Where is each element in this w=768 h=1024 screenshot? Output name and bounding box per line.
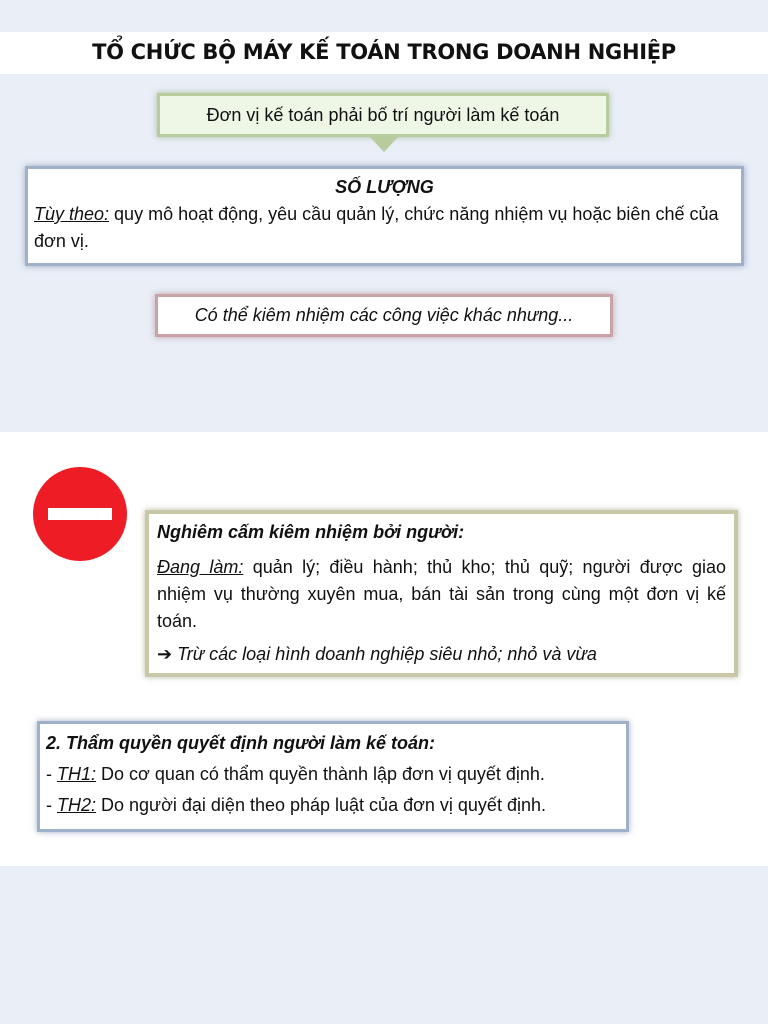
authority-box	[37, 721, 629, 832]
prohibition-heading: Nghiêm cấm kiêm nhiệm bởi người:	[157, 522, 465, 542]
no-entry-icon	[33, 467, 127, 561]
quantity-body	[34, 201, 735, 255]
quantity-heading: SỐ LƯỢNG	[335, 177, 434, 197]
unit-callout: Đơn vị kế toán phải bố trí người làm kế toán	[157, 93, 609, 137]
item-text: Do cơ quan có thẩm quyền thành lập đơn vị quyết định.	[96, 764, 545, 784]
authority-item	[46, 790, 620, 821]
quantity-label: Tùy theo:	[34, 204, 110, 224]
exception-text: Trừ các loại hình doanh nghiệp siêu nhỏ; nhỏ và vừa	[172, 644, 597, 664]
prohibition-box	[145, 510, 738, 677]
no-entry-bar	[48, 508, 112, 520]
item-label: TH2:	[57, 795, 97, 815]
concurrent-note: Có thể kiêm nhiệm các công việc khác nhưng...	[155, 294, 613, 337]
prohibition-body	[157, 554, 726, 635]
item-label: TH1:	[57, 764, 97, 784]
prohibition-text: quản lý; điều hành; thủ kho; thủ quỹ; người được giao nhiệm vụ thường xuyên mua, bán tài sản trong cùng một đơn vị kế toán.	[157, 557, 726, 631]
quantity-text: quy mô hoạt động, yêu cầu quản lý, chức năng nhiệm vụ hoặc biên chế của đơn vị.	[34, 204, 719, 251]
callout-pointer	[369, 136, 399, 152]
prohibition-label: Đang làm:	[157, 557, 244, 577]
item-bullet: -	[46, 764, 57, 784]
arrow-icon: ➔	[157, 644, 173, 664]
authority-item	[46, 759, 620, 790]
item-bullet: -	[46, 795, 57, 815]
quantity-box	[25, 166, 744, 266]
page-title: TỔ CHỨC BỘ MÁY KẾ TOÁN TRONG DOANH NGHIỆP	[92, 40, 676, 64]
item-text: Do người đại diện theo pháp luật của đơn vị quyết định.	[96, 795, 546, 815]
exception-line	[157, 641, 726, 668]
authority-heading: 2. Thẩm quyền quyết định người làm kế toán:	[46, 733, 435, 753]
